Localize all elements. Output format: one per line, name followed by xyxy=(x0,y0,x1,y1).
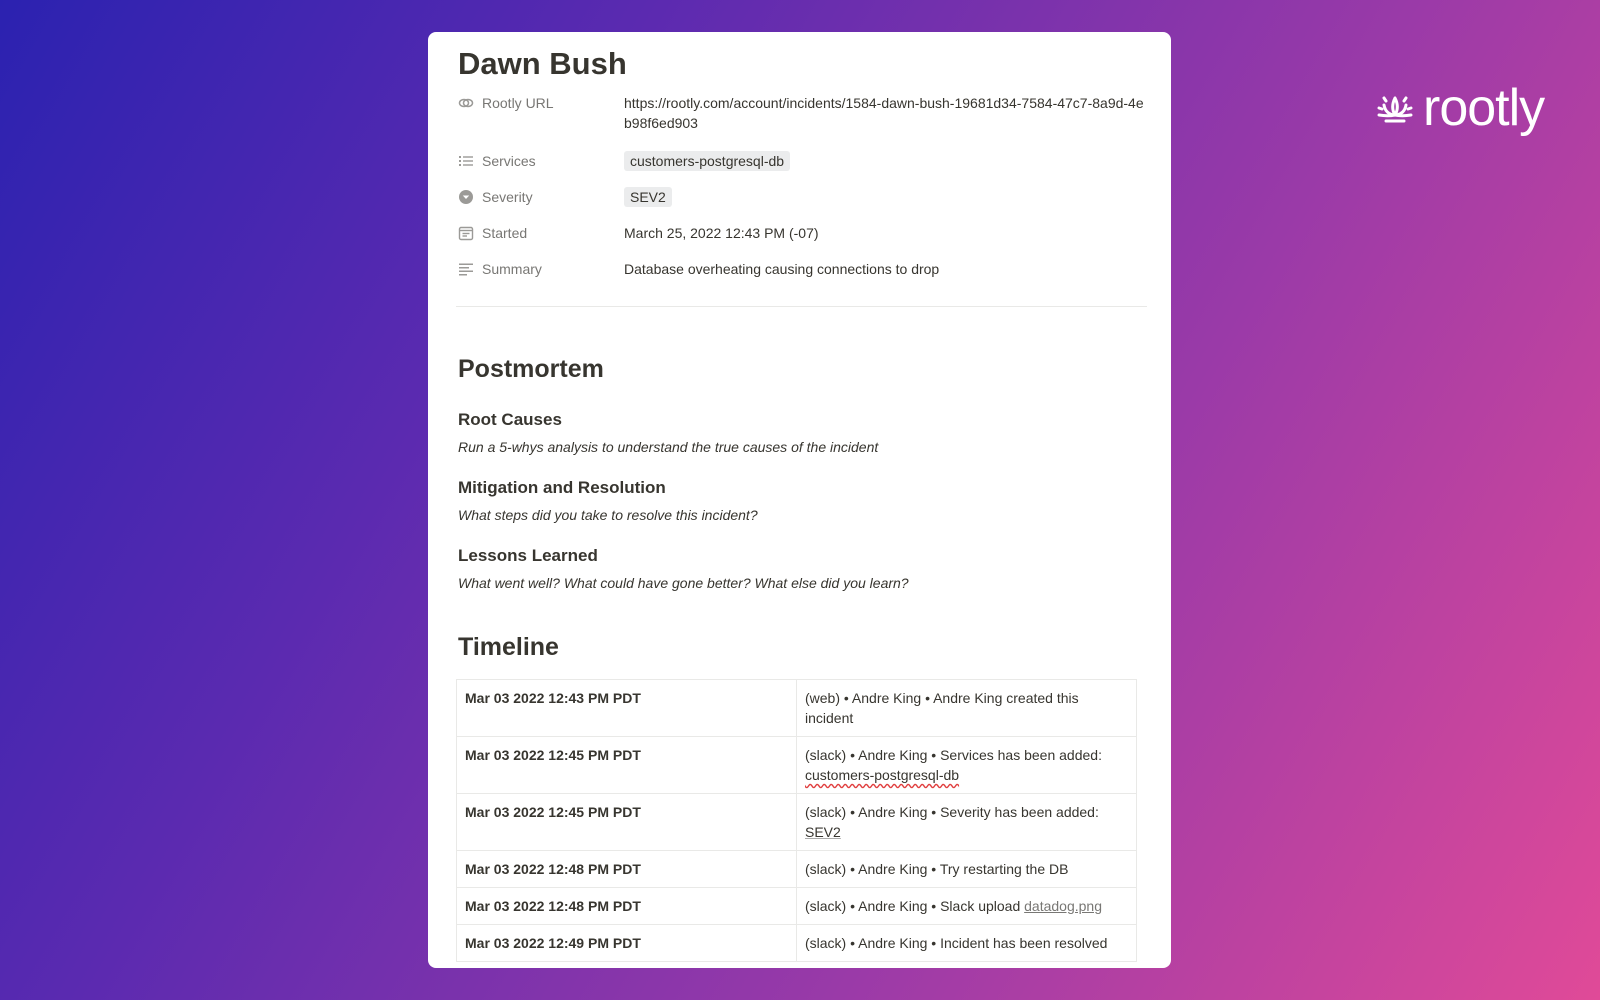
property-label: Summary xyxy=(458,258,624,280)
timeline-event: (web) • Andre King • Andre King created this incident xyxy=(797,680,1137,737)
postmortem-heading: Postmortem xyxy=(458,355,604,383)
table-row xyxy=(457,737,1137,794)
severity-link[interactable]: SEV2 xyxy=(805,824,841,840)
timeline-event: (slack) • Andre King • Severity has been added: SEV2 xyxy=(797,794,1137,851)
section-prompt[interactable]: Run a 5-whys analysis to understand the true causes of the incident xyxy=(458,439,879,455)
rootly-lotus-icon xyxy=(1375,88,1415,128)
property-rootly-url xyxy=(458,92,1145,150)
property-severity xyxy=(458,186,1145,222)
section-prompt[interactable]: What went well? What could have gone better? What else did you learn? xyxy=(458,575,909,591)
rootly-wordmark: rootly xyxy=(1423,79,1545,137)
text-lines-icon xyxy=(458,261,474,277)
section-mitigation xyxy=(458,477,1145,525)
section-root-causes xyxy=(458,409,1145,457)
table-row xyxy=(457,680,1137,737)
summary-value: Database overheating causing connections to drop xyxy=(624,261,940,277)
table-row xyxy=(457,925,1137,962)
timeline-event: (slack) • Andre King • Services has been added: customers-postgresql-db xyxy=(797,737,1137,794)
table-row xyxy=(457,888,1137,925)
property-services xyxy=(458,150,1145,186)
rootly-logo xyxy=(1375,78,1544,138)
list-icon xyxy=(458,153,474,169)
table-row xyxy=(457,851,1137,888)
timeline-time: Mar 03 2022 12:49 PM PDT xyxy=(457,925,797,962)
service-tag[interactable]: customers-postgresql-db xyxy=(624,151,790,171)
severity-icon xyxy=(458,189,474,205)
attachment-link[interactable]: datadog.png xyxy=(1024,898,1102,914)
started-value: March 25, 2022 12:43 PM (-07) xyxy=(624,225,819,241)
property-label: Rootly URL xyxy=(458,92,624,114)
timeline-event: (slack) • Andre King • Try restarting the DB xyxy=(797,851,1137,888)
divider xyxy=(456,306,1147,307)
incident-page xyxy=(428,32,1171,968)
property-started xyxy=(458,222,1145,258)
service-link[interactable]: customers-postgresql-db xyxy=(805,767,960,783)
properties xyxy=(458,92,1145,294)
timeline-time: Mar 03 2022 12:45 PM PDT xyxy=(457,794,797,851)
property-label: Started xyxy=(458,222,624,244)
timeline-event: (slack) • Andre King • Slack upload datadog.png xyxy=(797,888,1137,925)
section-title: Root Causes xyxy=(458,410,562,429)
section-prompt[interactable]: What steps did you take to resolve this incident? xyxy=(458,507,758,523)
page-title: Dawn Bush xyxy=(458,46,627,81)
timeline-time: Mar 03 2022 12:48 PM PDT xyxy=(457,888,797,925)
link-icon xyxy=(458,95,474,111)
property-label: Services xyxy=(458,150,624,172)
timeline-table xyxy=(456,679,1137,962)
timeline-event: (slack) • Andre King • Incident has been resolved xyxy=(797,925,1137,962)
property-summary xyxy=(458,258,1145,294)
section-title: Mitigation and Resolution xyxy=(458,478,666,497)
calendar-icon xyxy=(458,225,474,241)
rootly-url-link[interactable]: https://rootly.com/account/incidents/1584-dawn-bush-19681d34-7584-47c7-8a9d-4eb98f6ed903 xyxy=(624,95,1144,131)
timeline-time: Mar 03 2022 12:43 PM PDT xyxy=(457,680,797,737)
table-row xyxy=(457,794,1137,851)
section-lessons xyxy=(458,545,1145,593)
timeline-time: Mar 03 2022 12:45 PM PDT xyxy=(457,737,797,794)
timeline-time: Mar 03 2022 12:48 PM PDT xyxy=(457,851,797,888)
severity-tag[interactable]: SEV2 xyxy=(624,187,672,207)
section-title: Lessons Learned xyxy=(458,546,598,565)
property-label: Severity xyxy=(458,186,624,208)
timeline-heading: Timeline xyxy=(458,633,559,661)
